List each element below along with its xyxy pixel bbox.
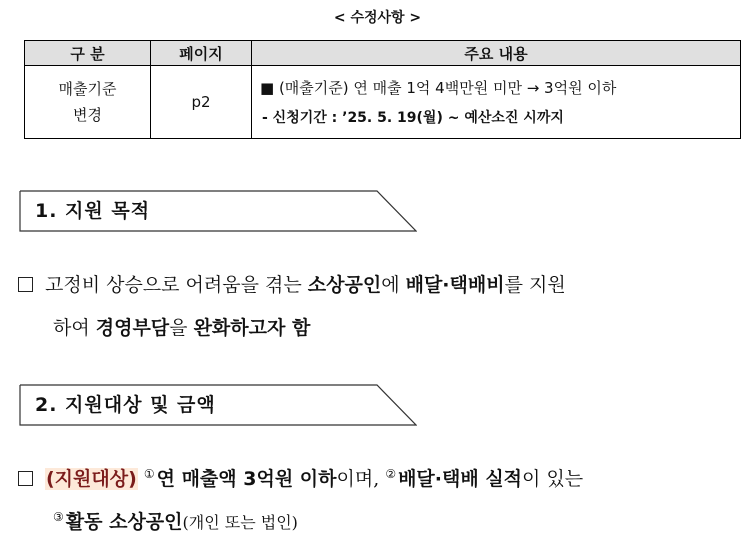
section1-heading-box [19,190,417,232]
s1-text3: 를 지원 [504,274,566,296]
s1-bold-delivery-cost: 배달·택배비 [405,274,505,296]
cell-page: p2 [151,66,252,139]
revision-table-header [25,41,741,66]
s2-text2: 이 있는 [522,468,584,490]
header-page: 페이지 [151,41,252,66]
circled-three: ③ [53,510,64,524]
section2-line1 [18,464,583,491]
s2-text3: (개인 또는 법인) [182,513,298,532]
revision-table [24,40,741,139]
s1-text1: 고정비 상승으로 어려움을 겪는 [45,274,308,296]
s2-bold-delivery-record: 배달·택배 실적 [398,468,523,490]
checkbox-icon [18,277,33,292]
section1-title: 1. 지원 목적 [35,200,151,222]
section2-paragraph [18,462,740,542]
section1-line1 [18,270,566,297]
s1-text5: 을 [169,317,194,339]
section1-line2 [53,313,310,340]
s1-bold-burden: 경영부담 [95,317,170,339]
header-content: 주요 내용 [252,41,741,66]
content-line2: - 신청기간 : ’25. 5. 19(월) ~ 예산소진 시까지 [262,110,564,126]
s2-bold-active-business: 활동 소상공인 [65,511,183,533]
s1-bold-small-business: 소상공인 [307,274,382,296]
cell-category [25,66,151,139]
revision-title: < 수정사항 > [333,10,422,26]
s2-text1: 이며, [336,468,380,490]
section2-line2 [53,507,298,534]
section1-paragraph [18,268,740,348]
circled-one: ① [143,467,155,481]
circled-two: ② [385,467,397,481]
s2-highlight-target: (지원대상) [46,468,137,490]
content-line1: ■ (매출기준) 연 매출 1억 4백만원 미만 → 3억원 이하 [260,79,617,97]
s2-bold-revenue: 연 매출액 3억원 이하 [156,468,337,490]
section2-title: 2. 지원대상 및 금액 [35,394,216,416]
cell-content [252,66,741,139]
s1-text4: 하여 [53,317,96,339]
section2-heading-box [19,384,417,426]
category-line1: 매출기준 [58,80,117,98]
s1-text2: 에 [381,274,406,296]
s1-bold-relief: 완화하고자 함 [193,317,311,339]
header-category: 구 분 [25,41,151,66]
checkbox-icon [18,471,33,486]
category-line2: 변경 [73,106,102,124]
table-row [25,66,741,139]
